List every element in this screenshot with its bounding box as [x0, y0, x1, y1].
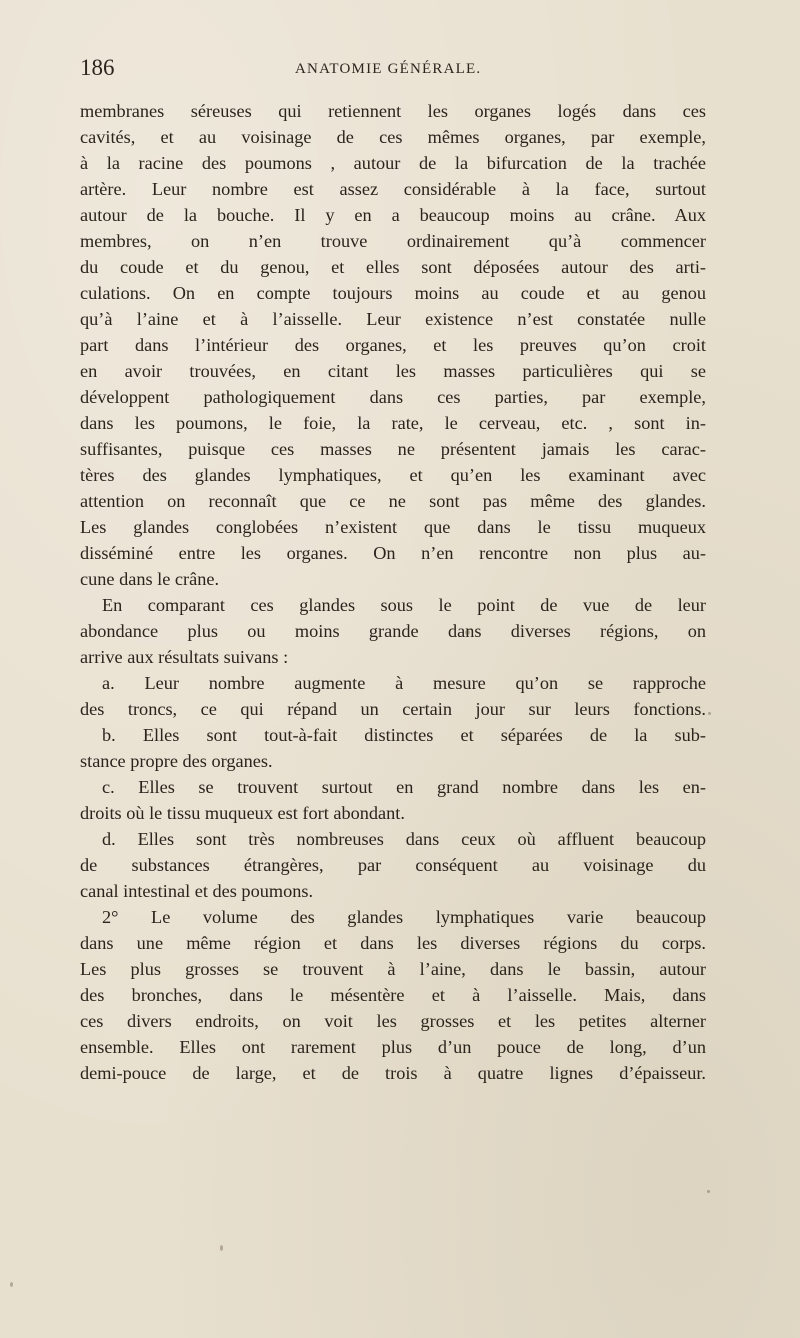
text-line: arrive aux résultats suivans :	[80, 647, 289, 667]
text-line: artère. Leur nombre est assez considérable à la face, surtout	[80, 179, 706, 199]
text-line: demi-pouce de large, et de trois à quatre lignes d’épaisseur.	[80, 1063, 706, 1083]
text-line: de substances étrangères, par conséquent au voisinage du	[80, 855, 706, 875]
text-line: développent pathologiquement dans ces parties, par exemple,	[80, 387, 706, 407]
text-line: c. Elles se trouvent surtout en grand nombre dans les en-	[102, 777, 706, 797]
text-line: Les glandes conglobées n’existent que dans le tissu muqueux	[80, 517, 706, 537]
text-line: des troncs, ce qui répand un certain jour sur leurs fonctions.	[80, 699, 706, 719]
text-line: disséminé entre les organes. On n’en rencontre non plus au-	[80, 543, 706, 563]
paper-speck	[707, 1190, 710, 1193]
text-line: d. Elles sont très nombreuses dans ceux où affluent beaucoup	[102, 829, 706, 849]
text-line: dans les poumons, le foie, la rate, le cerveau, etc. , sont in-	[80, 413, 706, 433]
text-line: En comparant ces glandes sous le point de vue de leur	[102, 595, 706, 615]
running-head: ANATOMIE GÉNÉRALE.	[295, 61, 482, 77]
text-line: 2° Le volume des glandes lymphatiques varie beaucoup	[102, 907, 706, 927]
text-line: cavités, et au voisinage de ces mêmes organes, par exemple,	[80, 127, 706, 147]
text-line: stance propre des organes.	[80, 751, 273, 771]
text-line: ensemble. Elles ont rarement plus d’un pouce de long, d’un	[80, 1037, 706, 1057]
page-header	[80, 55, 702, 91]
text-line: part dans l’intérieur des organes, et les preuves qu’on croit	[80, 335, 706, 355]
paper-speck	[465, 630, 470, 635]
text-line: attention on reconnaît que ce ne sont pas même des glandes.	[80, 491, 706, 511]
text-line: membranes séreuses qui retiennent les organes logés dans ces	[80, 101, 706, 121]
paper-speck	[10, 1282, 13, 1287]
text-line: autour de la bouche. Il y en a beaucoup moins au crâne. Aux	[80, 205, 706, 225]
text-line: Les plus grosses se trouvent à l’aine, dans le bassin, autour	[80, 959, 706, 979]
text-line: culations. On en compte toujours moins au coude et au genou	[80, 283, 706, 303]
text-line: à la racine des poumons , autour de la bifurcation de la trachée	[80, 153, 706, 173]
paper-speck	[708, 712, 711, 715]
text-line: suffisantes, puisque ces masses ne présentent jamais les carac-	[80, 439, 706, 459]
text-line: cune dans le crâne.	[80, 569, 220, 589]
text-line: en avoir trouvées, en citant les masses particulières qui se	[80, 361, 706, 381]
text-line: b. Elles sont tout-à-fait distinctes et séparées de la sub-	[102, 725, 706, 745]
paper-speck	[220, 1245, 223, 1251]
text-line: dans une même région et dans les diverses régions du corps.	[80, 933, 706, 953]
text-line: canal intestinal et des poumons.	[80, 881, 314, 901]
text-line: qu’à l’aine et à l’aisselle. Leur existence n’est constatée nulle	[80, 309, 706, 329]
text-line: des bronches, dans le mésentère et à l’aisselle. Mais, dans	[80, 985, 706, 1005]
text-line: a. Leur nombre augmente à mesure qu’on se rapproche	[102, 673, 706, 693]
page-number: 186	[80, 55, 115, 80]
text-line: ces divers endroits, on voit les grosses et les petites alterner	[80, 1011, 706, 1031]
text-line: tères des glandes lymphatiques, et qu’en les examinant avec	[80, 465, 706, 485]
text-line: abondance plus ou moins grande dans diverses régions, on	[80, 621, 706, 641]
text-line: membres, on n’en trouve ordinairement qu’à commencer	[80, 231, 706, 251]
text-line: du coude et du genou, et elles sont déposées autour des arti-	[80, 257, 706, 277]
text-line: droits où le tissu muqueux est fort abondant.	[80, 803, 405, 823]
body-text	[80, 98, 706, 1086]
